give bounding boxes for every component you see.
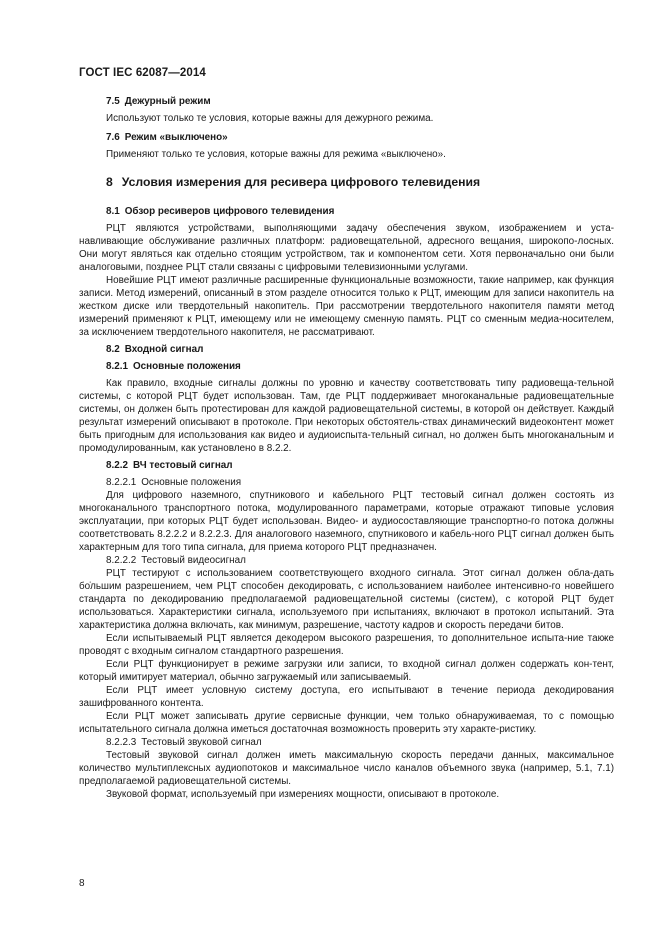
section-title: Основные положения [141,477,242,488]
section-number: 7.5 [106,96,120,107]
section-title: Тестовый звуковой сигнал [141,737,262,748]
section-8-2-2-3-heading [79,736,614,749]
section-8-2-2-heading [79,459,614,472]
paragraph: РЦТ тестируют с использованием соответствующего входного сигнала. Этот сигнал должен обла-дать бо̍льшим разрешением, чем РЦТ способен декодировать, с использованием наиболее интенсивно-го новейшего стандарта по декодированию предполагаемой радиовещательной системы (систем), с которой РЦТ будет использоваться. Характеристики сигнала, используемого при испытаниях, включают в протокол испытаний. Эта характеристика должна включать, как минимум, разрешение, частоту кадров и скорость передачи битов. [79,568,614,631]
document-header: ГОСТ IEC 62087—2014 [79,67,206,79]
section-8-2-2-2-heading [79,554,614,567]
section-title: ВЧ тестовый сигнал [132,460,233,471]
section-title: Режим «выключено» [124,132,228,143]
section-number: 8.2.2.3 [106,737,137,748]
section-title: Тестовый видеосигнал [141,555,246,566]
paragraph: Если РЦТ может записывать другие сервисные функции, чем только обнаруживаемая, то с помощью испытательного сигнала должна иметься достаточная возможность проверить эту характе-ристику. [79,711,614,735]
section-8-2-2-1-heading [79,476,614,489]
section-title: Дежурный режим [124,96,211,107]
section-8-2-heading [79,343,614,356]
section-8-2-1-heading [79,360,614,373]
section-8-1-heading [79,205,614,218]
section-title: Входной сигнал [124,344,204,355]
paragraph: Как правило, входные сигналы должны по уровню и качеству соответствовать типу радиовеща-тельной системы, с которой РЦТ будет использован. Там, где РЦТ поддерживает многоканальные радиовещательные системы, он должен быть протестирован для каждой радиовещательной системы, в которой он действует. Каждый результат измерений описывают в протоколе. При некоторых обстоятель-ствах динамический видеоконтент может быть пригодным для использования как видео и аудиоиспыта-тельный сигнал, но должен быть многоканальным и промодулированным, как установлено в 8.2.2. [79,378,614,454]
section-8-heading [79,174,614,190]
section-title: Условия измерения для ресивера цифрового телевидения [121,175,481,189]
section-number: 8.2.1 [106,361,128,372]
paragraph: Тестовый звуковой сигнал должен иметь максимальную скорость передачи данных, максимальное количество мультиплексных аудиопотоков и максимальное число каналов объемного звука (например, 5.1, 7.1) предполагаемой радиовещательной системы. [79,750,614,787]
paragraph: Если РЦТ имеет условную систему доступа, его испытывают в течение периода декодирования зашифрованного контента. [79,685,614,709]
page-number: 8 [79,878,85,889]
section-number: 8.1 [106,206,120,217]
section-7-5-heading [79,95,614,108]
paragraph: Звуковой формат, используемый при измерениях мощности, описывают в протоколе. [106,789,500,800]
section-number: 8.2 [106,344,120,355]
section-7-6-heading [79,131,614,144]
section-number: 8.2.2.2 [106,555,137,566]
section-title: Основные положения [132,361,241,372]
paragraph: Используют только те условия, которые важны для дежурного режима. [106,113,434,124]
section-title: Обзор ресиверов цифрового телевидения [124,206,335,217]
paragraph: Применяют только те условия, которые важны для режима «выключено». [106,149,446,160]
paragraph: Если испытываемый РЦТ является декодером высокого разрешения, то дополнительное испыта-ние также проводят с входным сигналом стандартного разрешения. [79,633,614,657]
paragraph: РЦТ являются устройствами, выполняющими задачу обеспечения звуком, изображением и уста-навливающие обслуживание различных платформ: радиовещательной, адресного вещания, широкопо-лосных. Они могут являться как отдельно стоящим устройством, так и компонентом сети. Хотя первоначально они были аналоговыми, позднее РЦТ стали связаны с цифровыми телевизионными услугами. [79,223,614,273]
section-number: 8.2.2 [106,460,128,471]
document-body [79,95,614,801]
section-number: 8 [106,175,113,189]
paragraph: Для цифрового наземного, спутникового и кабельного РЦТ тестовый сигнал должен состоять из многоканального транспортного потока, модулированного параметрами, которые отражают типовые условия эксплуатации, при которых РЦТ будет использован. Видео- и аудиосоставляющие транспортно-го потока должны соответствовать 8.2.2.2 и 8.2.2.3. Для аналогового наземного, спутникового и кабель-ного РЦТ сигнал должен быть характерным для того типа сигнала, для приема которого РЦТ предназначен. [79,490,614,553]
section-number: 8.2.2.1 [106,477,137,488]
paragraph: Если РЦТ функционирует в режиме загрузки или записи, то входной сигнал должен содержать кон-тент, который имитирует материал, обычно загружаемый или записываемый. [79,659,614,683]
section-number: 7.6 [106,132,120,143]
paragraph: Новейшие РЦТ имеют различные расширенные функциональные возможности, такие например, как функция записи. Метод измерений, описанный в этом разделе относится только к РЦТ, имеющим для записи накопитель на жестком диске или твердотельный накопитель. При рассмотрении твердотельного накопителя памяти метод измерений применяют к РЦТ, имеющему или не имеющему сменную память. РЦТ со сменным медиа-носителем, за исключением твердотельного накопителя, не рассматривают. [79,275,614,338]
